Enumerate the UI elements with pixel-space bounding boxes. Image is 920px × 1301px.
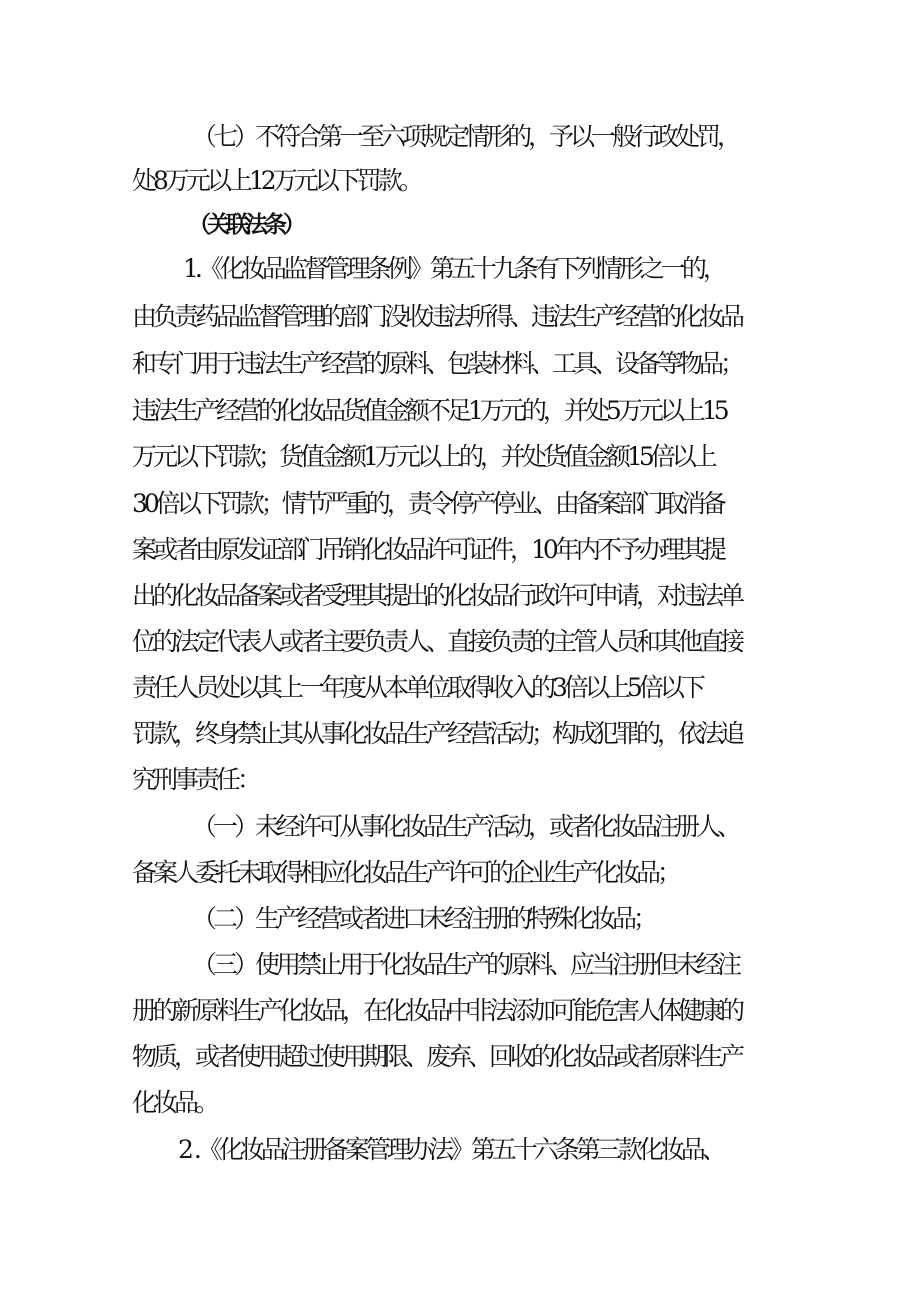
item-1-line-1: （一）未经许可从事化妆品生产活动，或者化妆品注册人、	[192, 812, 739, 841]
law-2-line-1: 2 .《化妆品注册备案管理办法》第五十六条第三款化妆品、	[178, 1135, 723, 1164]
paragraph-item-7-line-1: （七）不符合第一至六项规定情形的，予以一般行政处罚，	[192, 122, 739, 151]
item-1-line-2: 备案人委托未取得相应化妆品生产许可的企业生产化妆品；	[132, 858, 679, 887]
item-3-line-3: 物质，或者使用超过使用期限、废弃、回收的化妆品或者原料生产	[132, 1042, 742, 1071]
law-1-line-11: 罚款，终身禁止其从事化妆品生产经营活动；构成犯罪的，依法追	[132, 719, 742, 748]
paragraph-item-7-line-2: 处8万元以上12万元以下罚款。	[132, 166, 420, 195]
law-1-line-1: 1.《化妆品监督管理条例》第五十九条有下列情形之一的，	[183, 254, 724, 283]
section-heading-related-laws: （关联法条）	[188, 212, 302, 238]
law-1-line-8: 出的化妆品备案或者受理其提出的化妆品行政许可申请，对违法单	[132, 581, 742, 610]
law-1-line-3: 和专门用于违法生产经营的原料、包装材料、工具、设备等物品；	[132, 349, 742, 378]
law-1-line-4: 违法生产经营的化妆品货值金额不足1万元的，并处5万元以上15	[132, 396, 726, 425]
item-3-line-4: 化妆品。	[132, 1088, 217, 1117]
law-1-line-9: 位的法定代表人或者主要负责人、直接负责的主管人员和其他直接	[132, 627, 742, 656]
law-1-line-12: 究刑事责任：	[132, 765, 259, 794]
item-3-line-1: （三）使用禁止用于化妆品生产的原料、应当注册但未经注	[192, 950, 739, 979]
law-1-line-6: 30倍以下罚款；情节严重的，责令停产停业、由备案部门取消备	[132, 489, 723, 518]
law-1-line-5: 万元以下罚款；货值金额1万元以上的，并处货值金额15倍以上	[132, 442, 714, 471]
item-2-line-1: （二）生产经营或者进口未经注册的特殊化妆品；	[192, 904, 655, 933]
law-1-line-7: 案或者由原发证部门吊销化妆品许可证件，10年内不予办理其提	[132, 535, 723, 564]
law-1-line-2: 由负责药品监督管理的部门没收违法所得、违法生产经营的化妆品	[132, 302, 742, 331]
law-1-line-10: 责任人员处以其上一年度从本单位取得收入的3倍以上5倍以下	[132, 673, 702, 702]
item-3-line-2: 册的新原料生产化妆品，在化妆品中非法添加可能危害人体健康的	[132, 996, 742, 1025]
